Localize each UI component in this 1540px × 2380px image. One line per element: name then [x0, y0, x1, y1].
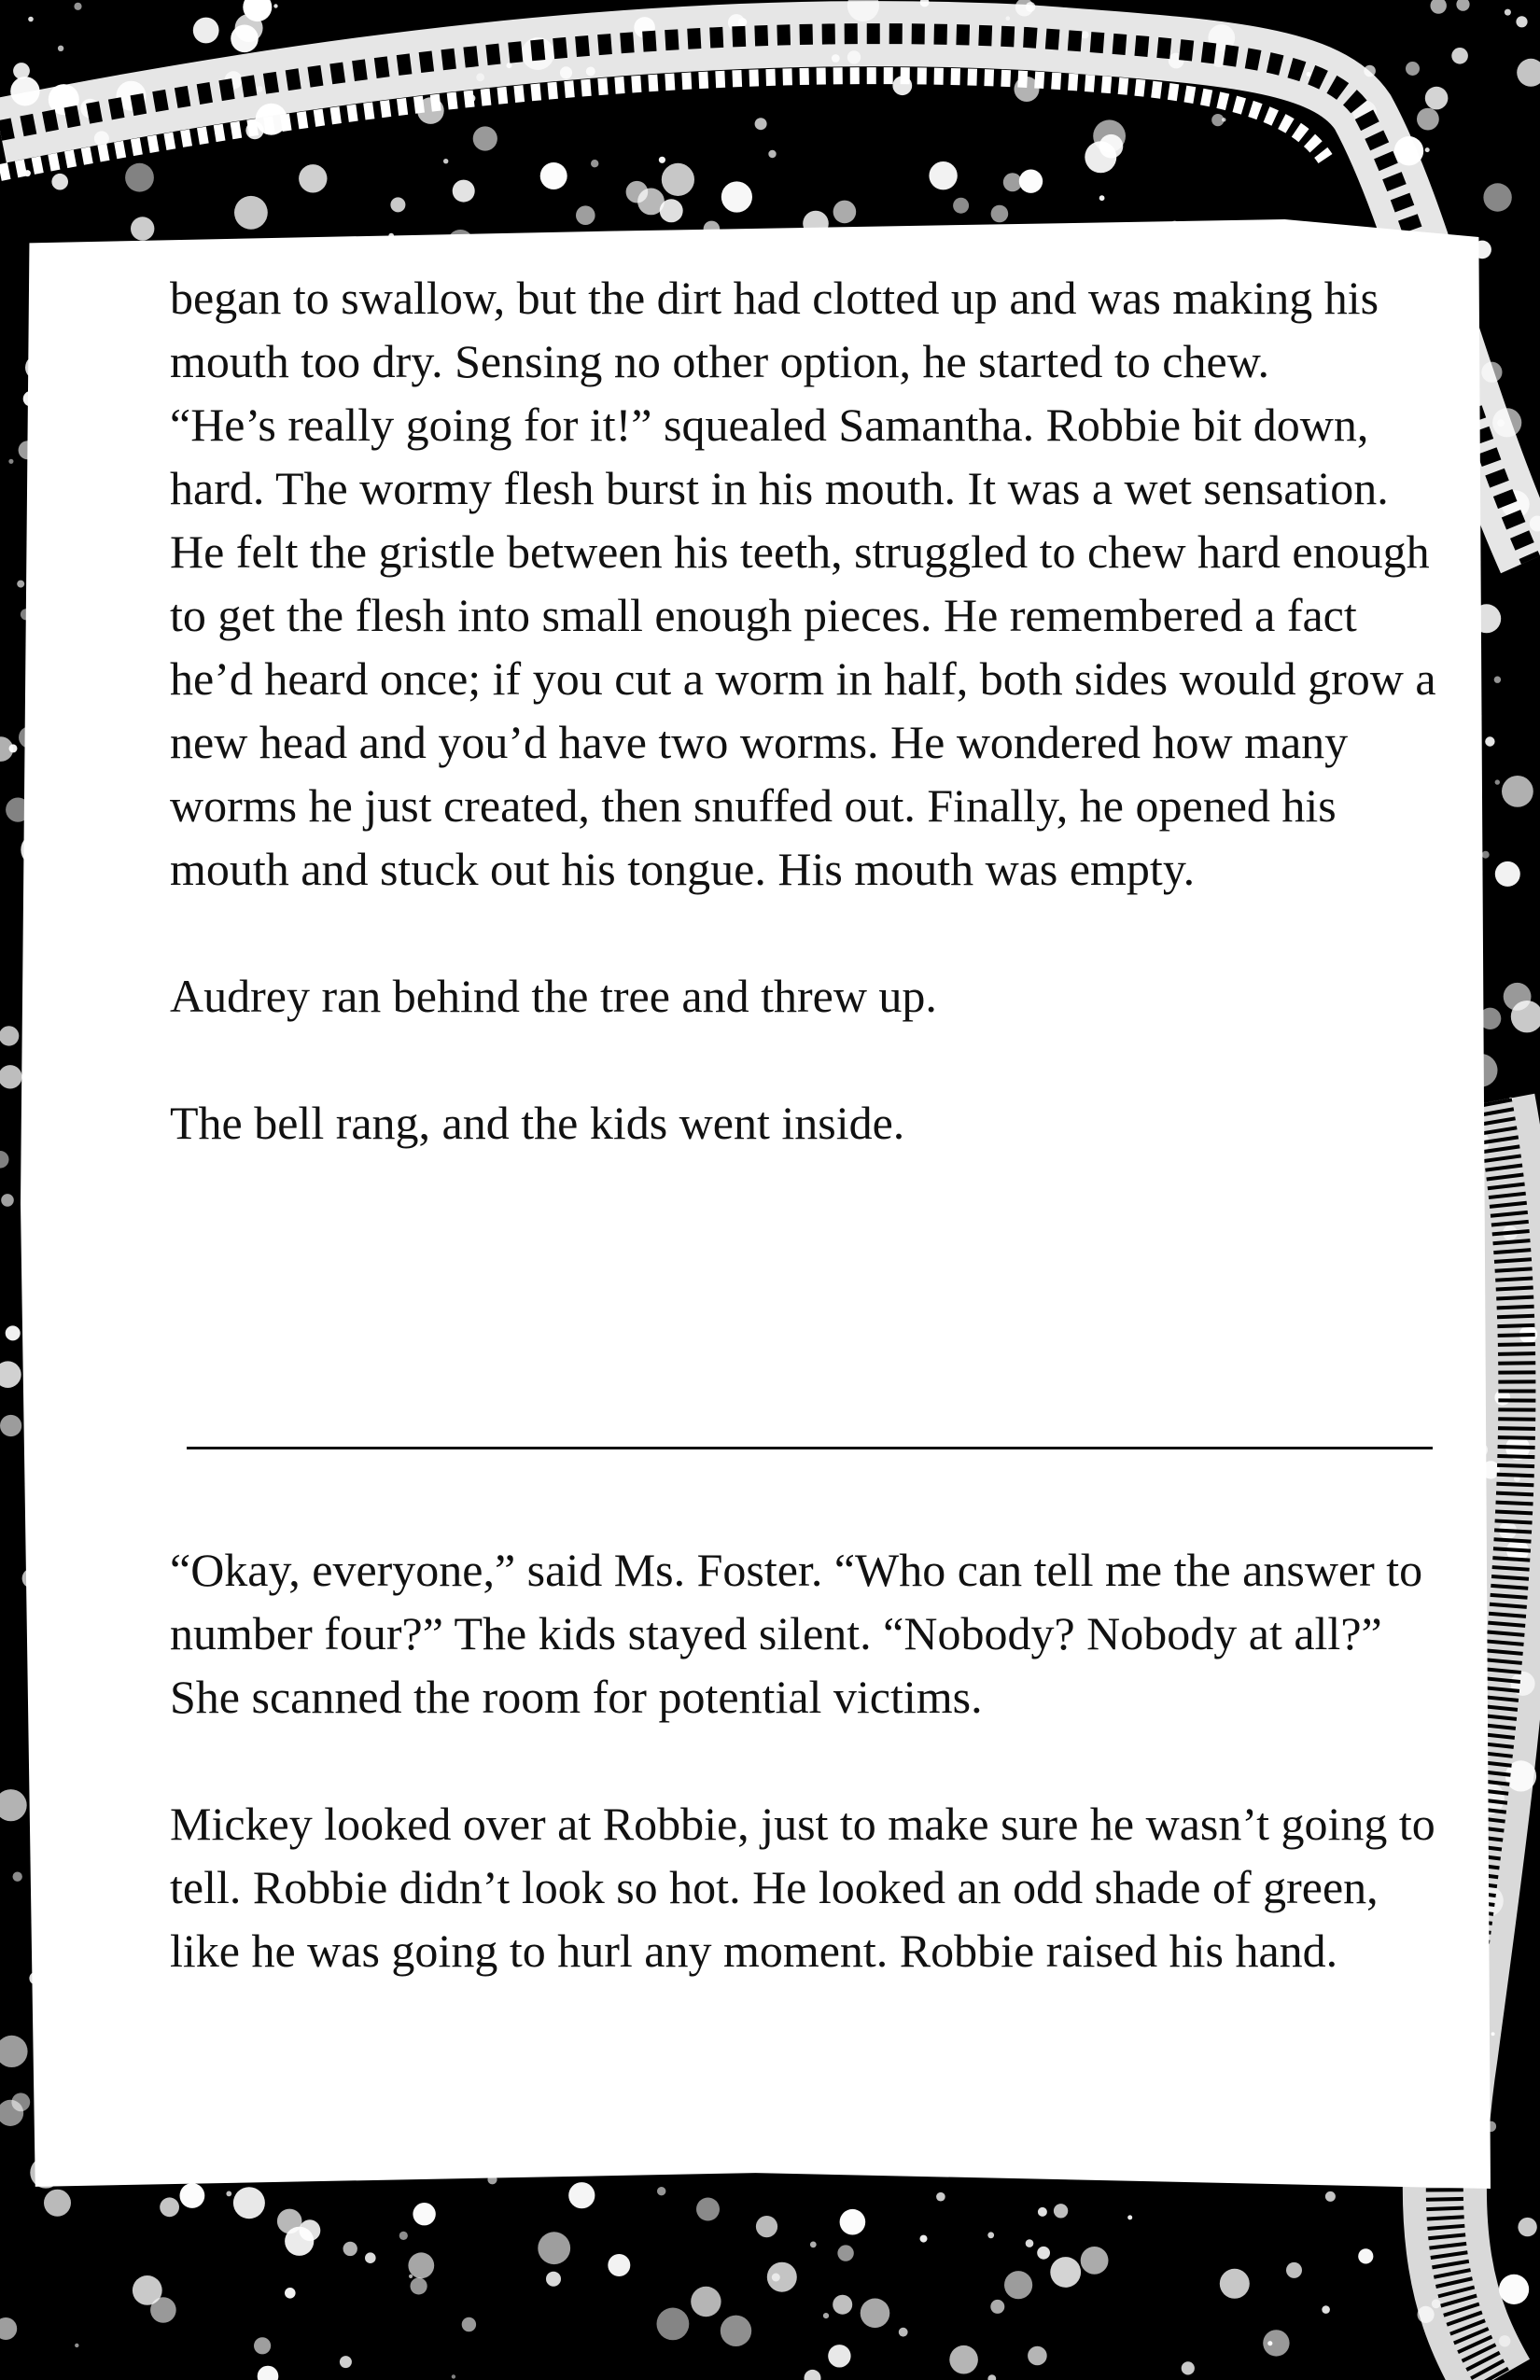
story-text-continued: [170, 1538, 1439, 1982]
paragraph: “Okay, everyone,” said Ms. Foster. “Who can tell me the answer to number four?” The kids stayed silent. “Nobody? Nobody at all?” She scanned the room for potential victims.: [170, 1544, 1423, 1723]
paragraph: Audrey ran behind the tree and threw up.: [170, 970, 937, 1022]
section-divider: [187, 1447, 1433, 1449]
story-text: [170, 266, 1439, 1155]
paragraph: “He’s really going for it!” squealed Samantha. Robbie bit down, hard. The wormy flesh burst in his mouth. It was a wet sensation. He felt the gristle between his teeth, struggled to chew hard enough to get the flesh into small enough pieces. He remembered a fact he’d heard once; if you cut a worm in half, both sides would grow a new head and you’d have two worms. He wondered how many worms he just created, then snuffed out. Finally, he opened his mouth and stuck out his tongue. His mouth was empty.: [170, 399, 1436, 895]
paragraph: The bell rang, and the kids went inside.: [170, 1097, 905, 1149]
paragraph: Mickey looked over at Robbie, just to make sure he wasn’t going to tell. Robbie didn’t look so hot. He looked an odd shade of green, like he was going to hurl any moment. Robbie raised his hand.: [170, 1798, 1435, 1977]
paragraph: began to swallow, but the dirt had clotted up and was making his mouth too dry. Sensing no other option, he started to chew.: [170, 272, 1379, 387]
